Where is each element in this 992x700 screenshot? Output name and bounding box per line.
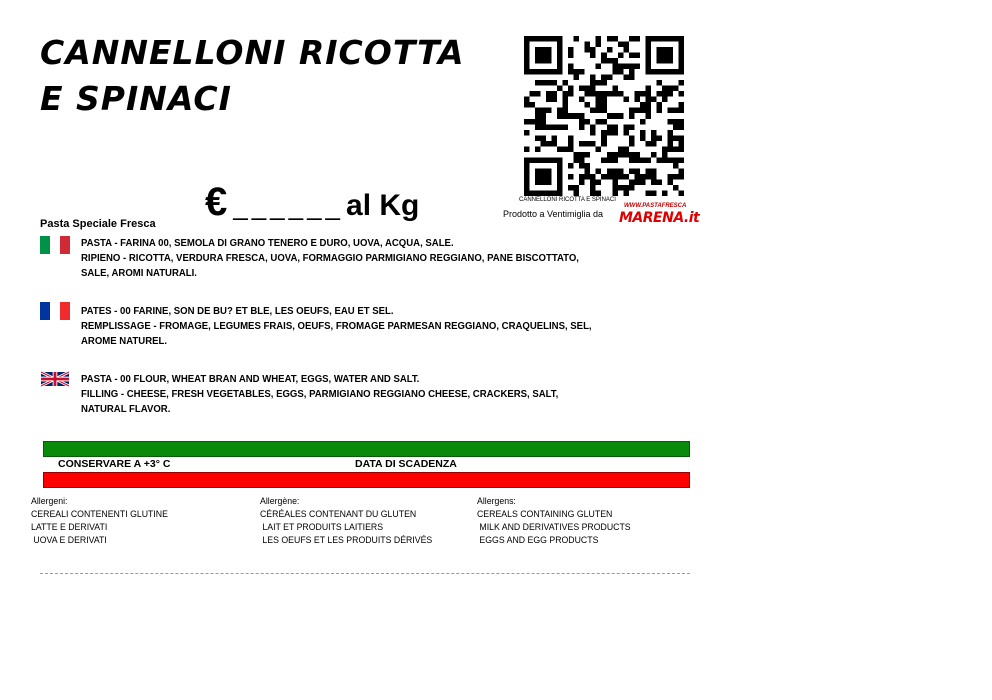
- storage-label: CONSERVARE A +3° C: [58, 458, 171, 470]
- allergen-heading: Allergeni:: [31, 496, 68, 507]
- red-bar: [43, 472, 690, 488]
- product-subtitle: Pasta Speciale Fresca: [40, 218, 156, 230]
- euro-symbol: €: [205, 180, 228, 224]
- allergen-item: CEREALS CONTAINING GLUTEN: [477, 509, 613, 520]
- allergen-item: LAIT ET PRODUITS LAITIERS: [260, 522, 384, 533]
- price-per-kg: [205, 180, 419, 225]
- green-bar: [43, 441, 690, 457]
- uk-flag-icon: [41, 370, 69, 388]
- ingredient-line: PASTA - FARINA 00, SEMOLA DI GRANO TENERO E DURO, UOVA, ACQUA, SALE.: [81, 238, 454, 249]
- allergen-item: UOVA E DERIVATI: [31, 535, 107, 546]
- ingredient-line: SALE, AROMI NATURALI.: [81, 268, 197, 279]
- logo-brand: MARENA.it: [619, 210, 700, 226]
- qr-caption: CANNELLONI RICOTTA E SPINACI: [519, 197, 616, 203]
- brand-logo: [619, 203, 700, 231]
- price-blank: ______: [233, 191, 345, 221]
- allergen-item: EGGS AND EGG PRODUCTS: [477, 535, 599, 546]
- allergen-heading: Allergène:: [260, 496, 300, 507]
- allergen-item: MILK AND DERIVATIVES PRODUCTS: [477, 522, 631, 533]
- allergen-item: LES OEUFS ET LES PRODUITS DÉRIVÉS: [260, 535, 433, 546]
- allergens-english: [477, 495, 631, 547]
- ingredient-line: NATURAL FLAVOR.: [81, 404, 171, 415]
- cut-line: [40, 573, 690, 574]
- product-title: CANNELLONI RICOTTA E SPINACI: [40, 33, 465, 118]
- allergens-italian: [31, 495, 168, 547]
- allergen-item: LATTE E DERIVATI: [31, 522, 108, 533]
- ingredient-line: REMPLISSAGE - FROMAGE, LEGUMES FRAIS, OEUFS, FROMAGE PARMESAN REGGIANO, CRAQUELINS, SEL,: [81, 321, 592, 332]
- ingredient-line: PASTA - 00 FLOUR, WHEAT BRAN AND WHEAT, EGGS, WATER AND SALT.: [81, 374, 420, 385]
- ingredients-english: [81, 372, 654, 417]
- logo-url: WWW.PASTAFRESCA: [624, 203, 687, 209]
- price-unit: al Kg: [346, 189, 420, 222]
- ingredient-line: AROME NATUREL.: [81, 336, 168, 347]
- italy-flag-icon: [40, 236, 70, 254]
- expiry-label: DATA DI SCADENZA: [355, 458, 457, 470]
- ingredient-line: RIPIENO - RICOTTA, VERDURA FRESCA, UOVA, FORMAGGIO PARMIGIANO REGGIANO, PANE BISCOTTATO,: [81, 253, 579, 264]
- ingredients-italian: [81, 236, 654, 281]
- origin-text: Prodotto a Ventimiglia da: [503, 209, 604, 219]
- allergen-heading: Allergens:: [477, 496, 516, 507]
- france-flag-icon: [40, 302, 70, 320]
- allergen-item: CEREALI CONTENENTI GLUTINE: [31, 509, 168, 520]
- ingredient-line: PATES - 00 FARINE, SON DE BU? ET BLE, LES OEUFS, EAU ET SEL.: [81, 306, 394, 317]
- qr-code-icon: [524, 36, 684, 196]
- ingredient-line: FILLING - CHEESE, FRESH VEGETABLES, EGGS, PARMIGIANO REGGIANO CHEESE, CRACKERS, SALT,: [81, 389, 559, 400]
- allergen-item: CÉRÉALES CONTENANT DU GLUTEN: [260, 509, 417, 520]
- allergens-french: [260, 495, 432, 547]
- ingredients-french: [81, 304, 654, 349]
